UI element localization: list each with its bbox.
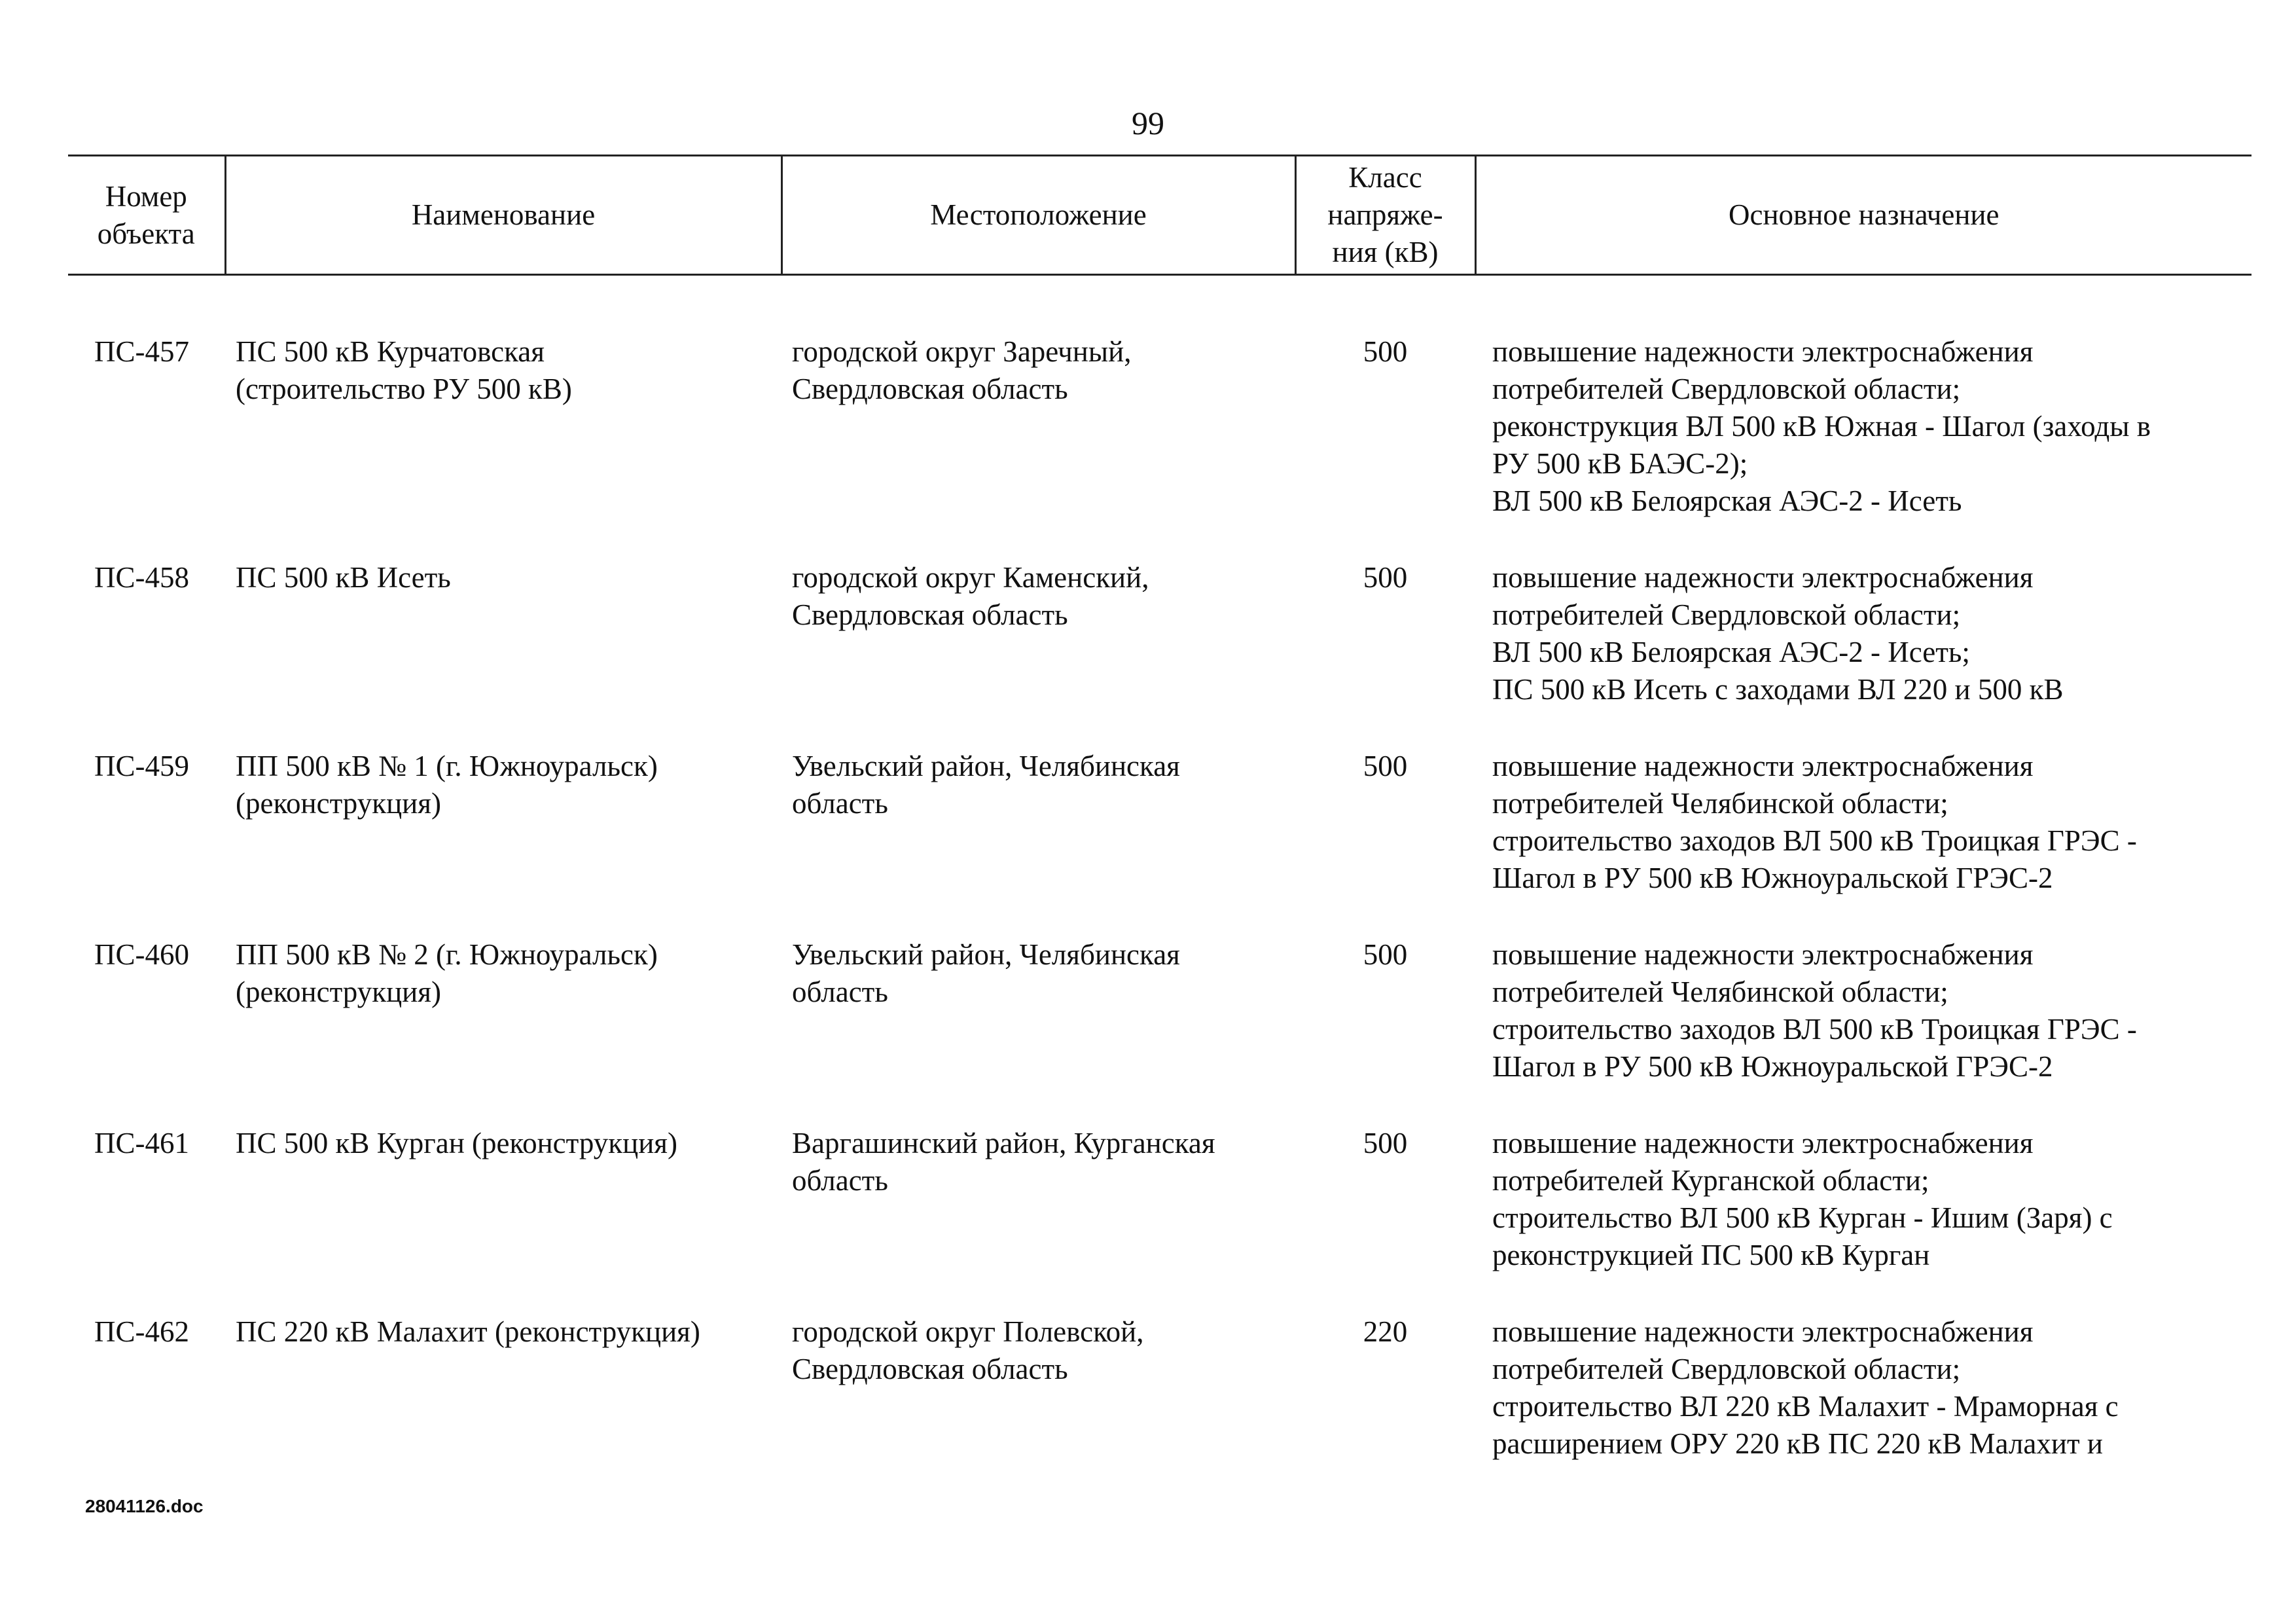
object-name-line: ПП 500 кВ № 1 (г. Южноуральск) bbox=[236, 750, 658, 782]
objects-table bbox=[68, 155, 2251, 1463]
object-voltage: 500 bbox=[1363, 750, 1408, 782]
object-purpose-line: ПС 500 кВ Исеть с заходами ВЛ 220 и 500 кВ bbox=[1492, 673, 2064, 706]
object-location-line: Увельский район, Челябинская bbox=[792, 938, 1180, 971]
object-location-line: городской округ Заречный, bbox=[792, 335, 1132, 368]
object-number: ПС-460 bbox=[94, 938, 189, 971]
object-purpose-line: повышение надежности электроснабжения bbox=[1492, 561, 2034, 594]
object-purpose-line: строительство ВЛ 500 кВ Курган - Ишим (Заря) с bbox=[1492, 1201, 2113, 1234]
object-location bbox=[781, 1274, 1295, 1463]
header-number-line: объекта bbox=[97, 217, 195, 250]
object-purpose-line: повышение надежности электроснабжения bbox=[1492, 938, 2034, 971]
table-row bbox=[68, 275, 2251, 520]
object-purpose-line: строительство ВЛ 220 кВ Малахит - Мраморная с bbox=[1492, 1390, 2119, 1423]
object-purpose-line: Шагол в РУ 500 кВ Южноуральской ГРЭС-2 bbox=[1492, 1050, 2053, 1083]
object-purpose-line: строительство заходов ВЛ 500 кВ Троицкая ГРЭС - bbox=[1492, 1013, 2137, 1046]
header-number bbox=[68, 156, 225, 275]
object-name-line: ПС 500 кВ Курган (реконструкция) bbox=[236, 1127, 677, 1159]
object-location bbox=[781, 520, 1295, 708]
object-location-line: Свердловская область bbox=[792, 1353, 1068, 1385]
object-purpose-line: ВЛ 500 кВ Белоярская АЭС-2 - Исеть; bbox=[1492, 636, 1970, 668]
object-location bbox=[781, 1085, 1295, 1274]
object-name-line: (реконструкция) bbox=[236, 976, 441, 1008]
table-row bbox=[68, 1274, 2251, 1463]
page-number: 99 bbox=[1132, 105, 1164, 141]
object-purpose-line: реконструкцией ПС 500 кВ Курган bbox=[1492, 1239, 1930, 1271]
header-location: Местоположение bbox=[781, 156, 1295, 275]
object-purpose-line: потребителей Свердловской области; bbox=[1492, 598, 1961, 631]
object-location-line: область bbox=[792, 1164, 888, 1197]
object-purpose-line: Шагол в РУ 500 кВ Южноуральской ГРЭС-2 bbox=[1492, 862, 2053, 894]
object-location-line: городской округ Полевской, bbox=[792, 1315, 1144, 1348]
object-location bbox=[781, 275, 1295, 520]
object-voltage: 500 bbox=[1363, 938, 1408, 971]
object-purpose bbox=[1475, 708, 2251, 897]
table-row bbox=[68, 1085, 2251, 1274]
table-row bbox=[68, 520, 2251, 708]
table-row bbox=[68, 708, 2251, 897]
table-body bbox=[68, 275, 2251, 1463]
object-voltage: 500 bbox=[1363, 335, 1408, 368]
object-location-line: Свердловская область bbox=[792, 373, 1068, 405]
object-purpose-line: потребителей Свердловской области; bbox=[1492, 1353, 1961, 1385]
object-number: ПС-461 bbox=[94, 1127, 189, 1159]
object-location-line: Свердловская область bbox=[792, 598, 1068, 631]
object-purpose bbox=[1475, 520, 2251, 708]
document-filename: 28041126.doc bbox=[85, 1496, 204, 1516]
object-name bbox=[225, 520, 781, 708]
object-location-line: Увельский район, Челябинская bbox=[792, 750, 1180, 782]
object-purpose-line: РУ 500 кВ БАЭС-2); bbox=[1492, 447, 1748, 480]
table-row bbox=[68, 897, 2251, 1085]
object-name bbox=[225, 1274, 781, 1463]
object-purpose-line: реконструкция ВЛ 500 кВ Южная - Шагол (заходы в bbox=[1492, 410, 2151, 443]
object-purpose-line: расширением ОРУ 220 кВ ПС 220 кВ Малахит и bbox=[1492, 1427, 2103, 1460]
object-name bbox=[225, 1085, 781, 1274]
objects-table-container bbox=[68, 155, 2251, 1463]
object-purpose-line: повышение надежности электроснабжения bbox=[1492, 750, 2034, 782]
object-location-line: область bbox=[792, 976, 888, 1008]
object-purpose bbox=[1475, 1085, 2251, 1274]
object-purpose bbox=[1475, 897, 2251, 1085]
object-location bbox=[781, 897, 1295, 1085]
header-number-line: Номер bbox=[105, 179, 187, 213]
header-voltage-line: напряже- bbox=[1327, 198, 1443, 231]
object-number: ПС-462 bbox=[94, 1315, 189, 1348]
object-name-line: ПС 220 кВ Малахит (реконструкция) bbox=[236, 1315, 700, 1348]
object-purpose-line: потребителей Свердловской области; bbox=[1492, 373, 1961, 405]
object-purpose bbox=[1475, 1274, 2251, 1463]
object-location bbox=[781, 708, 1295, 897]
object-name-line: (строительство РУ 500 кВ) bbox=[236, 373, 572, 405]
object-purpose-line: строительство заходов ВЛ 500 кВ Троицкая ГРЭС - bbox=[1492, 824, 2137, 857]
object-name-line: ПС 500 кВ Курчатовская bbox=[236, 335, 545, 368]
object-location-line: городской округ Каменский, bbox=[792, 561, 1149, 594]
object-name bbox=[225, 708, 781, 897]
table-header bbox=[68, 156, 2251, 275]
object-purpose-line: потребителей Курганской области; bbox=[1492, 1164, 1929, 1197]
header-name: Наименование bbox=[225, 156, 781, 275]
header-purpose: Основное назначение bbox=[1475, 156, 2251, 275]
header-voltage-line: ния (кВ) bbox=[1332, 236, 1439, 268]
object-name bbox=[225, 897, 781, 1085]
header-voltage bbox=[1295, 156, 1475, 275]
object-name bbox=[225, 275, 781, 520]
object-purpose-line: повышение надежности электроснабжения bbox=[1492, 1127, 2034, 1159]
object-purpose-line: ВЛ 500 кВ Белоярская АЭС-2 - Исеть bbox=[1492, 484, 1962, 517]
object-purpose-line: потребителей Челябинской области; bbox=[1492, 787, 1948, 820]
object-purpose-line: повышение надежности электроснабжения bbox=[1492, 335, 2034, 368]
object-voltage: 500 bbox=[1363, 561, 1408, 594]
object-name-line: (реконструкция) bbox=[236, 787, 441, 820]
object-location-line: область bbox=[792, 787, 888, 820]
object-voltage: 500 bbox=[1363, 1127, 1408, 1159]
object-name-line: ПС 500 кВ Исеть bbox=[236, 561, 451, 594]
object-number: ПС-459 bbox=[94, 750, 189, 782]
object-purpose-line: повышение надежности электроснабжения bbox=[1492, 1315, 2034, 1348]
object-voltage: 220 bbox=[1363, 1315, 1408, 1348]
object-location-line: Варгашинский район, Курганская bbox=[792, 1127, 1215, 1159]
object-purpose-line: потребителей Челябинской области; bbox=[1492, 976, 1948, 1008]
header-voltage-line: Класс bbox=[1348, 161, 1422, 194]
object-number: ПС-457 bbox=[94, 335, 189, 368]
object-name-line: ПП 500 кВ № 2 (г. Южноуральск) bbox=[236, 938, 658, 971]
object-purpose bbox=[1475, 275, 2251, 520]
object-number: ПС-458 bbox=[94, 561, 189, 594]
